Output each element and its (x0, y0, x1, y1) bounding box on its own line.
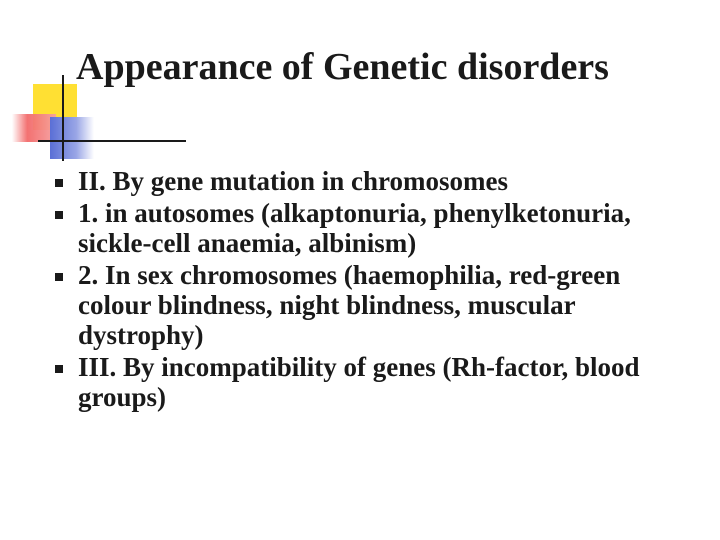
bullet-square-icon (55, 273, 63, 281)
decorative-vertical-line (62, 75, 64, 161)
bullet-text: II. By gene mutation in chromosomes (78, 166, 509, 196)
bullet-square-icon (55, 179, 63, 187)
decorative-horizontal-line (38, 140, 186, 142)
bullet-square-icon (55, 211, 63, 219)
bullet-item (48, 164, 688, 196)
bullet-text: 1. in autosomes (alkaptonuria, phenylketonuria, sickle-cell anaemia, albinism) (78, 198, 631, 258)
bullet-list (48, 164, 688, 412)
bullet-item (48, 350, 688, 412)
bullet-text: III. By incompatibility of genes (Rh-factor, blood groups) (78, 352, 640, 412)
bullet-item (48, 196, 688, 258)
decorative-blue-square (50, 117, 94, 159)
bullet-square-icon (55, 365, 63, 373)
bullet-text: 2. In sex chromosomes (haemophilia, red-green colour blindness, night blindness, muscular dystrophy) (78, 260, 621, 350)
slide-title: Appearance of Genetic disorders (76, 46, 609, 88)
bullet-item (48, 258, 688, 350)
